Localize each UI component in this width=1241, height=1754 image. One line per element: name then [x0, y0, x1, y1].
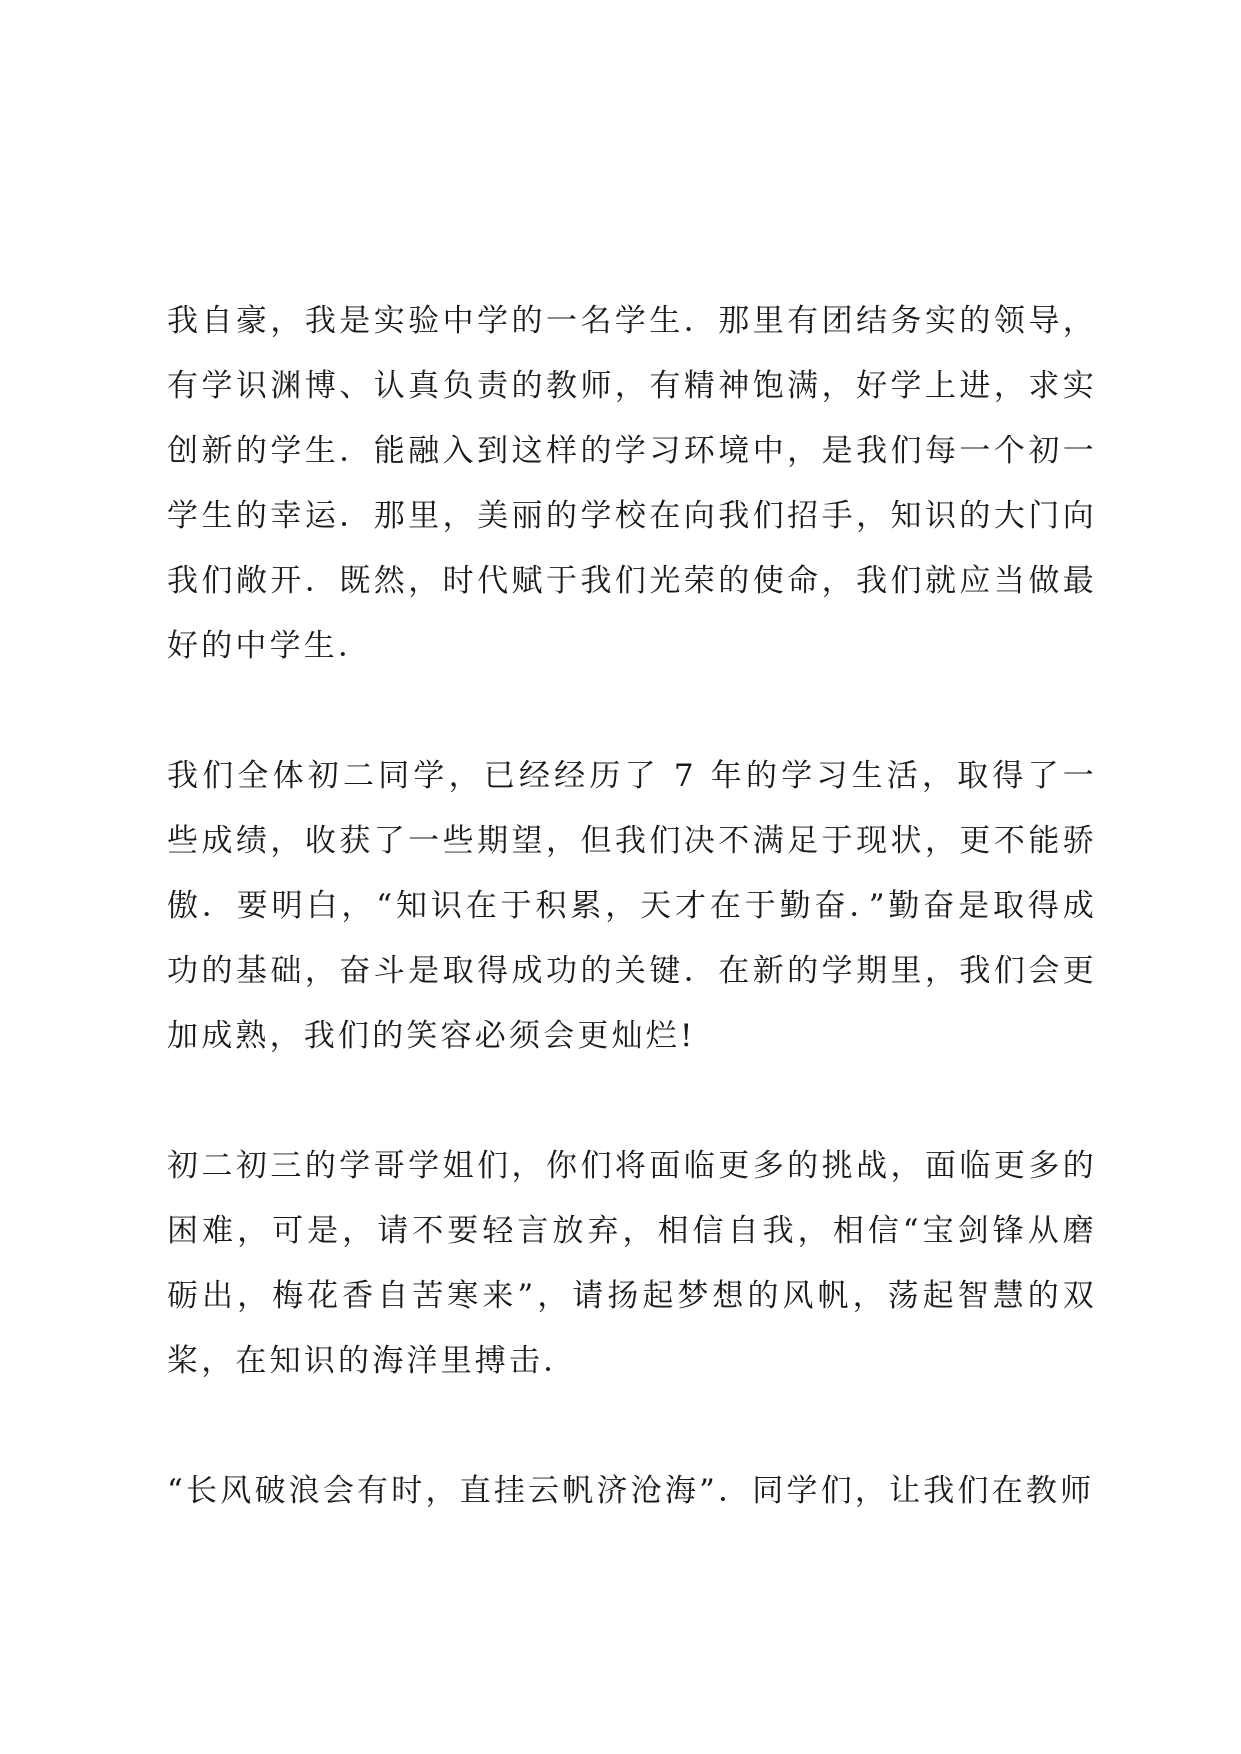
- paragraph-3: 初二初三的学哥学姐们，你们将面临更多的挑战，面临更多的困难，可是，请不要轻言放弃，相信自我，相信“宝剑锋从磨砺出，梅花香自苦寒来”，请扬起梦想的风帆，荡起智慧的双桨，在知识的海洋里搏击．: [167, 1148, 1097, 1379]
- paragraph-1: 我自豪，我是实验中学的一名学生．那里有团结务实的领导，有学识渊博、认真负责的教师，有精神饱满，好学上进，求实创新的学生．能融入到这样的学习环境中，是我们每一个初一学生的幸运．那里，美丽的学校在向我们招手，知识的大门向我们敞开．既然，时代赋于我们光荣的使命，我们就应当做最好的中学生．: [167, 303, 1097, 664]
- paragraph-4: “长风破浪会有时，直挂云帆济沧海”．同学们，让我们在教师: [167, 1473, 1095, 1509]
- body-text: [167, 289, 1097, 1524]
- paragraph-2: 我们全体初二同学，已经经历了 7 年的学习生活，取得了一些成绩，收获了一些期望，但我们决不满足于现状，更不能骄傲．要明白，“知识在于积累，天才在于勤奋．”勤奋是取得成功的基础，奋斗是取得成功的关键．在新的学期里，我们会更加成熟，我们的笑容必须会更灿烂!: [167, 758, 1097, 1054]
